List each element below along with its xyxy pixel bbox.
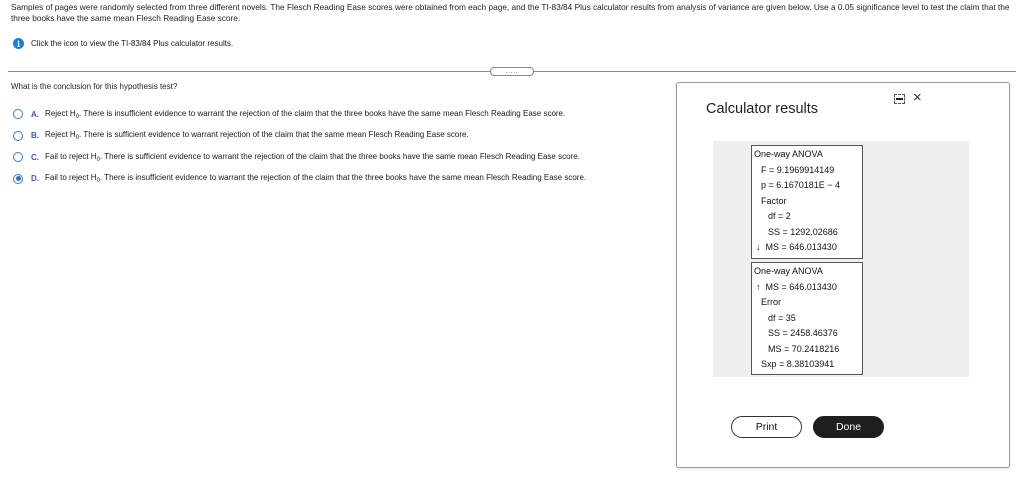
screen2-ms-error: MS = 70.2418216 — [768, 343, 840, 354]
screen2-ss: SS = 2458.46376 — [768, 328, 838, 338]
option-c[interactable] — [13, 151, 586, 163]
screen1-p-value: p = 6.1670181E − 4 — [761, 180, 841, 190]
screen1-f-value: F = 9.1969914149 — [761, 164, 835, 175]
up-arrow-icon: ↑ — [756, 281, 761, 292]
answer-options — [13, 108, 586, 194]
option-b-letter: B. — [31, 131, 39, 140]
question-text: Samples of pages were randomly selected from three different novels. The Flesch Reading Ease scores were obtained from each page, and the TI-83/84 Plus calculator results from analysis of variance are given below. Use a 0.05 significance level to test the claim that the three books have the same mean Flesch Reading Ease score. — [11, 2, 1010, 23]
screen2-title: One-way ANOVA — [754, 266, 823, 276]
screen2-df: df = 35 — [768, 312, 796, 323]
screen1-factor-label: Factor — [761, 195, 787, 206]
info-icon[interactable]: i — [13, 38, 24, 49]
screen2-error-label: Error — [761, 297, 781, 307]
screen1-ss: SS = 1292.02686 — [768, 226, 838, 237]
screen2-ms-row — [754, 280, 862, 296]
option-d-text: Fail to reject $H_0$. There is insufficient evidence to warrant the rejection of the claim that the three books have the same mean Flesch Reading Ease score. — [45, 173, 587, 184]
option-a[interactable] — [13, 108, 586, 120]
option-a-text: Reject $H_0$. There is insufficient evidence to warrant the rejection of the claim that the three books have the same mean Flesch Reading Ease score. — [45, 108, 566, 120]
option-a-letter: A. — [31, 109, 39, 119]
option-d-letter: D. — [31, 174, 39, 183]
option-c-letter: C. — [31, 152, 39, 162]
option-d[interactable] — [13, 173, 586, 185]
screen1-df: df = 2 — [768, 211, 791, 221]
screen2-ms: MS = 646.013430 — [765, 281, 837, 292]
screen1-title: One-way ANOVA — [754, 149, 823, 159]
option-b-text: Reject $H_0$. There is sufficient evidence to warrant rejection of the claim that the same mean Flesch Reading Ease score. — [45, 130, 469, 141]
option-b[interactable] — [13, 130, 586, 142]
calculator-results-link[interactable] — [13, 37, 233, 50]
option-c-text: Fail to reject $H_0$. There is sufficient evidence to warrant the rejection of the claim that the three books have the same mean Flesch Reading Ease score. — [45, 151, 580, 163]
anova-screen-1 — [751, 145, 863, 259]
anova-screen-2 — [751, 262, 863, 375]
option-d-radio[interactable] — [13, 174, 23, 184]
down-arrow-icon: ↓ — [756, 242, 761, 252]
option-b-radio[interactable] — [13, 131, 23, 141]
drag-handle[interactable]: ..... — [490, 67, 534, 76]
print-button[interactable]: Print — [731, 416, 802, 438]
minimize-icon[interactable] — [894, 94, 905, 104]
calculator-results-area — [713, 141, 969, 377]
done-button[interactable]: Done — [813, 416, 884, 438]
option-c-radio[interactable] — [13, 152, 23, 162]
screen1-ms-row — [754, 240, 862, 256]
question-prompt: What is the conclusion for this hypothesis test? — [11, 82, 178, 91]
screen1-ms: MS = 646.013430 — [765, 242, 837, 252]
dialog-title: Calculator results — [706, 101, 819, 117]
close-icon[interactable]: × — [913, 89, 922, 106]
option-a-radio[interactable] — [13, 109, 23, 119]
screen2-sxp: Sxp = 8.38103941 — [761, 359, 835, 369]
info-link-label[interactable]: Click the icon to view the TI-83/84 Plus calculator results. — [31, 39, 234, 48]
calculator-results-dialog — [676, 82, 1010, 468]
